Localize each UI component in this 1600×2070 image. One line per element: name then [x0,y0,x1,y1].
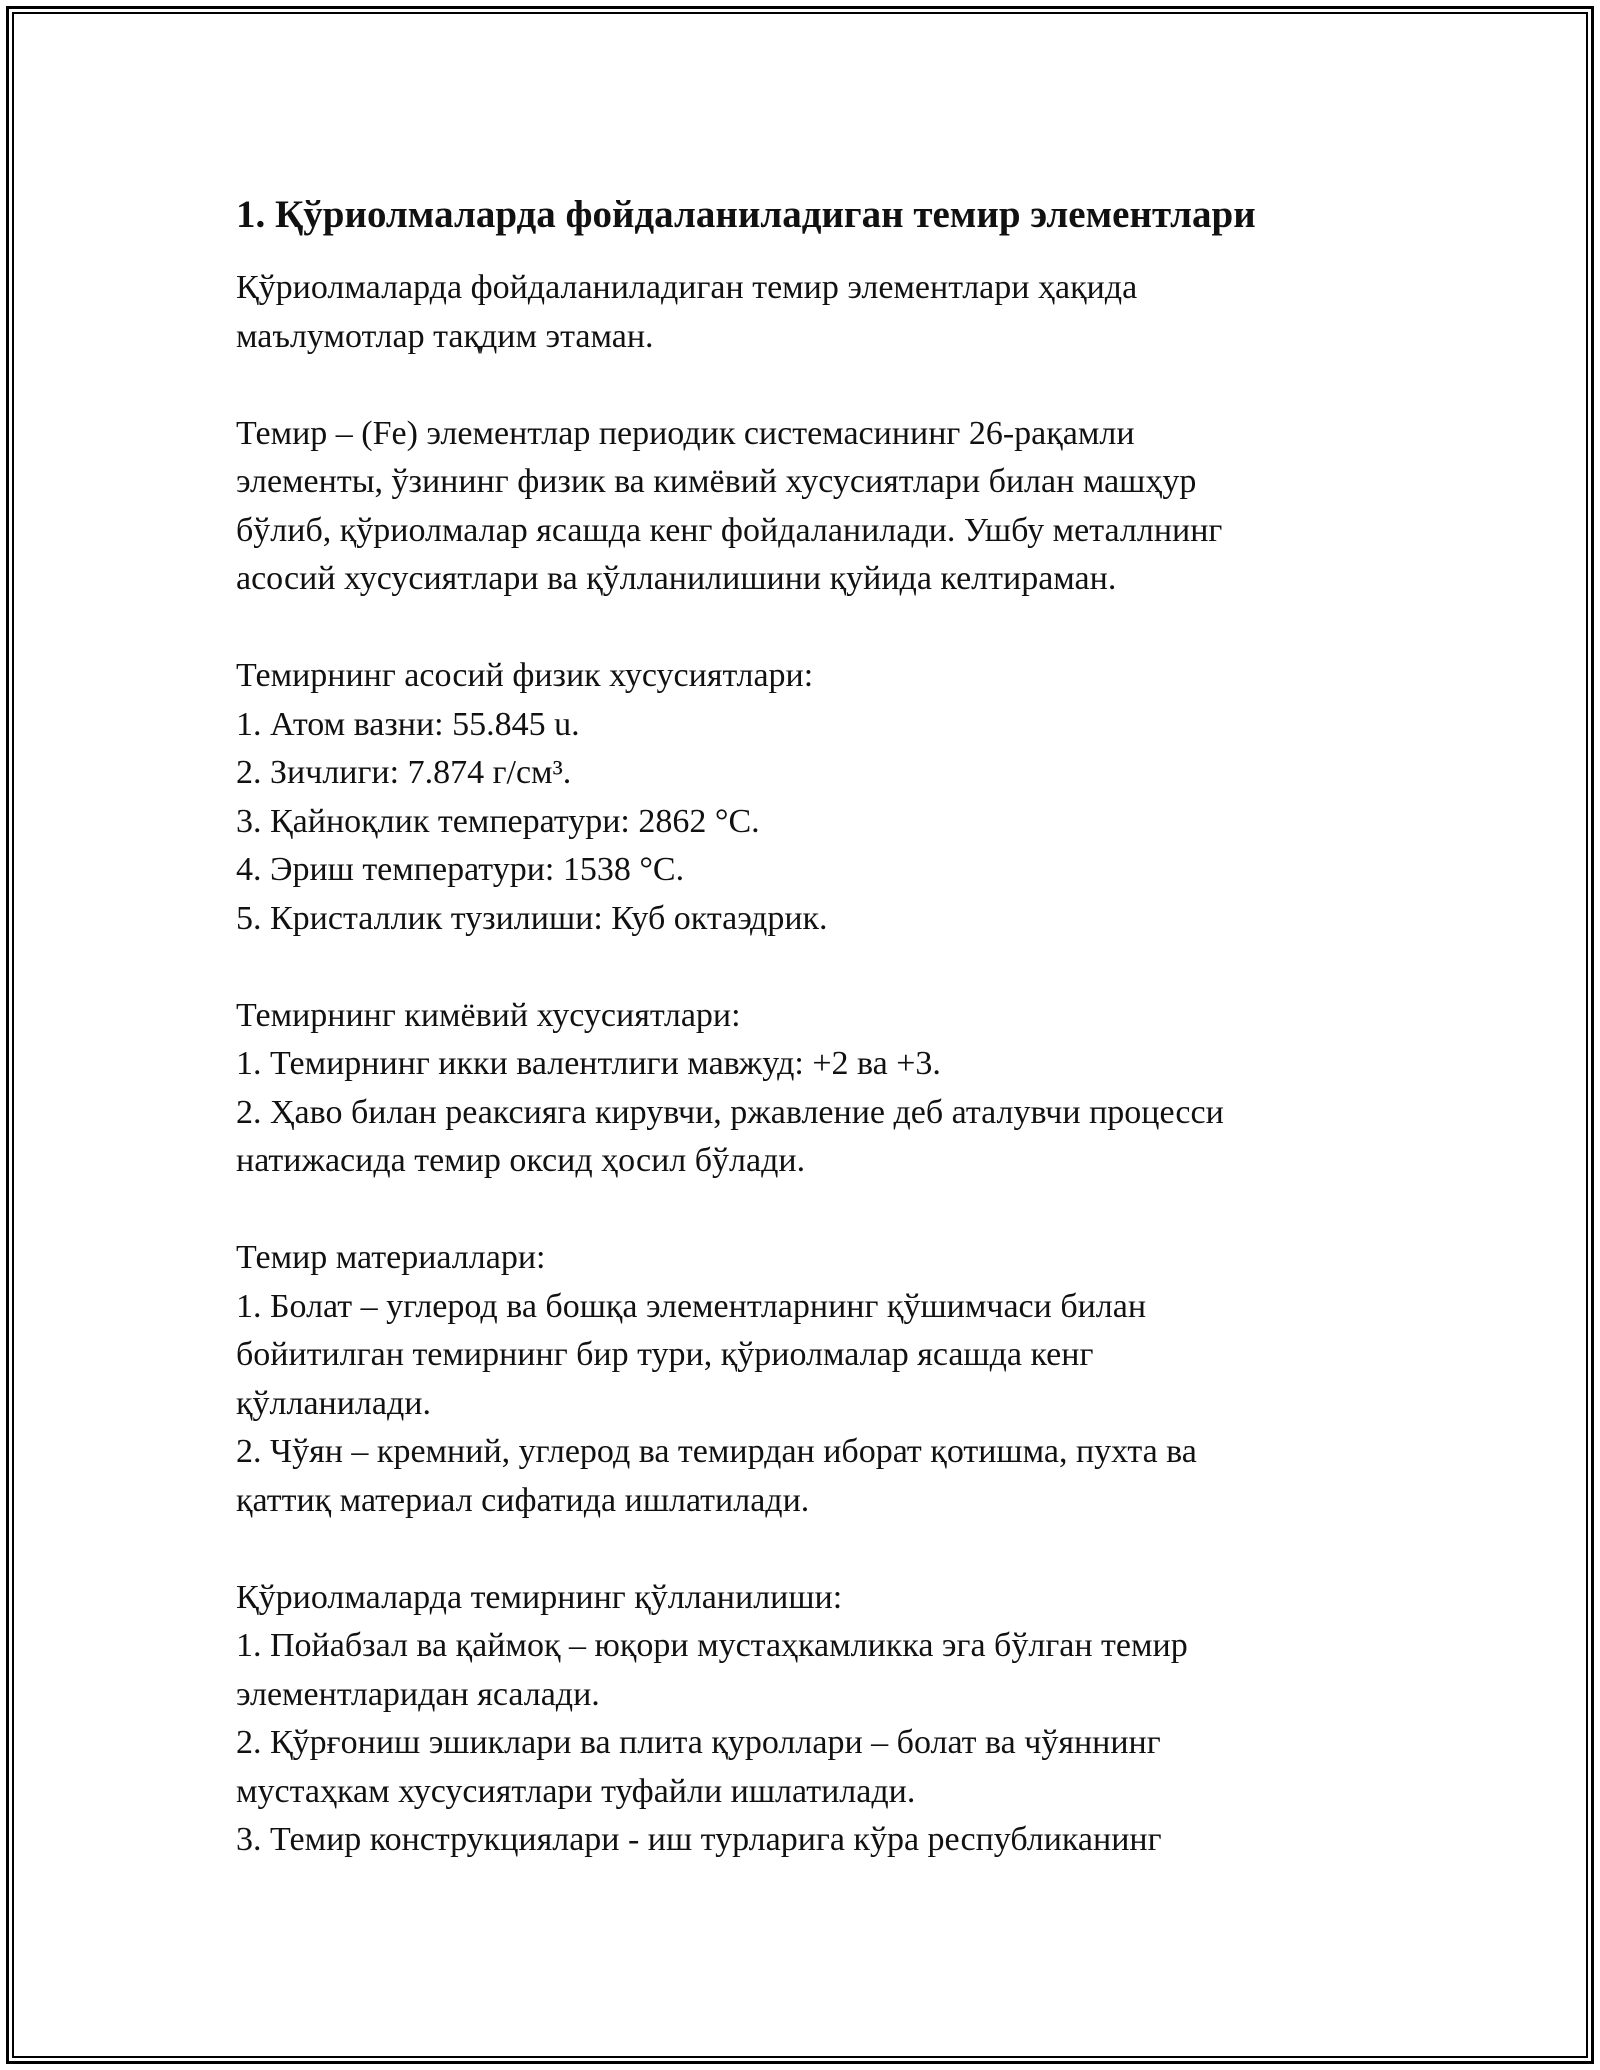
chemical-properties-section [236,992,1366,1186]
list-item: 2. Қўрғониш эшиклари ва плита қуроллари – болат ва чўяннинг [236,1724,1161,1761]
list-item: 2. Зичлиги: 7.874 г/см³. [236,754,572,791]
list-item: 1. Пойабзал ва қаймоқ – юқори мустаҳкамликка эга бўлган темир [236,1627,1188,1664]
list-item: 4. Эриш температури: 1538 °C. [236,851,685,888]
list-item: мустаҳкам хусусиятлари туфайли ишлатилади. [236,1772,916,1810]
list-item: 1. Темирнинг икки валентлиги мавжуд: +2 ва +3. [236,1045,941,1082]
list-item: натижасида темир оксид ҳосил бўлади. [236,1142,806,1179]
intro-paragraph [236,264,1366,361]
description-paragraph [236,410,1366,604]
list-item: 5. Кристаллик тузилиши: Куб октаэдрик. [236,899,828,937]
section-heading: Қўриолмаларда темирнинг қўлланилиши: [236,1578,843,1616]
paragraph-gap [236,1186,1366,1235]
list-item: 2. Чўян – кремний, углерод ва темирдан иборат қотишма, пухта ва [236,1433,1197,1470]
list-item: бойитилган темирнинг бир тури, қўриолмалар ясашда кенг [236,1336,1094,1373]
text-line: асосий хусусиятлари ва қўлланилишини қуйида келтираман. [236,560,1117,597]
list-item: қаттиқ материал сифатида ишлатилади. [236,1481,810,1519]
document-body [236,186,1366,1865]
physical-properties-section [236,652,1366,943]
paragraph-gap [236,943,1366,992]
text-line: бўлиб, қўриолмалар ясашда кенг фойдаланилади. Ушбу металлнинг [236,511,1223,549]
text-line: Темир – (Fe) элементлар периодик системасининг 26-рақамли [236,414,1135,452]
list-item: қўлланилади. [236,1384,431,1422]
list-item: 2. Ҳаво билан реаксияга кирувчи, ржавление деб аталувчи процесси [236,1093,1224,1131]
list-item: 1. Атом вазни: 55.845 u. [236,705,580,743]
list-item: 3. Қайноқлик температури: 2862 °C. [236,802,760,840]
section-heading: Темирнинг асосий физик хусусиятлари: [236,657,814,694]
section-heading: Темир материаллари: [236,1239,546,1276]
paragraph-gap [236,604,1366,653]
text-line: маълумотлар тақдим этаман. [236,317,654,355]
text-line: Қўриолмаларда фойдаланиладиган темир элементлари ҳақида [236,269,1138,306]
usage-section [236,1574,1366,1865]
materials-section [236,1234,1366,1525]
section-heading: Темирнинг кимёвий хусусиятлари: [236,996,741,1034]
text-line: элементы, ўзининг физик ва кимёвий хусусиятлари билан машҳур [236,463,1197,500]
list-item: 1. Болат – углерод ва бошқа элементларнинг қўшимчаси билан [236,1287,1147,1325]
paragraph-gap [236,361,1366,410]
document-title: 1. Қўриолмаларда фойдаланиладиган темир элементлари [236,193,1256,236]
list-item: 3. Темир конструкциялари - иш турларига кўра республиканинг [236,1821,1162,1858]
paragraph-gap [236,1525,1366,1574]
list-item: элементларидан ясалади. [236,1675,600,1713]
